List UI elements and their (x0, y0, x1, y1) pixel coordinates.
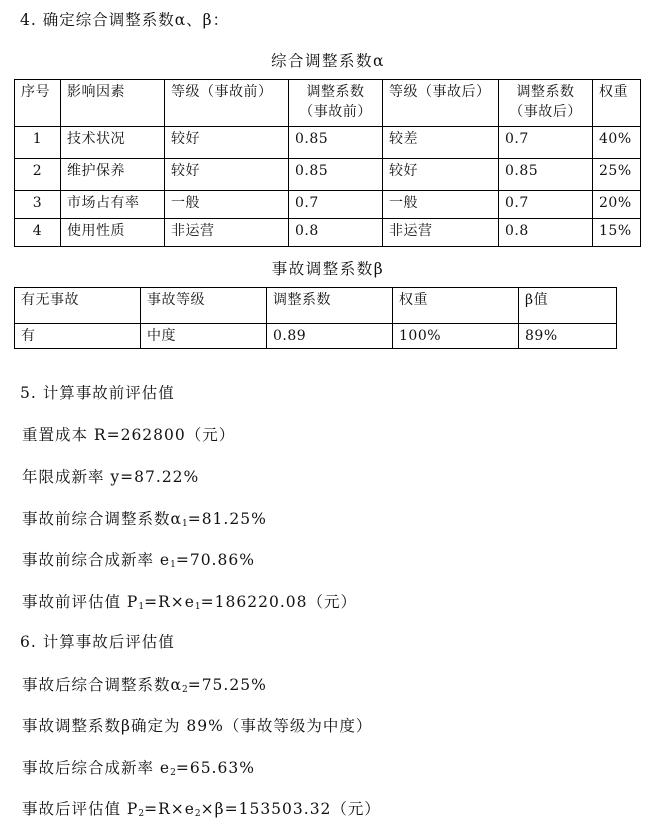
table-cell: 0.85 (289, 159, 383, 191)
table-cell: 有 (15, 324, 141, 349)
table-cell: 0.8 (289, 219, 383, 247)
alpha-table-body (15, 80, 641, 247)
table-cell: 0.7 (289, 191, 383, 219)
table-row (15, 127, 641, 159)
table-cell: 0.8 (499, 219, 593, 247)
table2-caption: 事故调整系数β (271, 260, 385, 278)
header-cell: 有无事故 (15, 288, 141, 324)
table-cell: 使用性质 (61, 219, 165, 247)
e2-text: 事故后综合成新率 e (22, 759, 171, 777)
alpha1-value: =81.25% (187, 510, 267, 528)
header-cell: 权重 (593, 80, 641, 127)
alpha1-text: 事故前综合调整系数α (22, 510, 182, 528)
section-4-heading: 4. 确定综合调整系数α、β： (20, 11, 230, 29)
table-row (15, 219, 641, 247)
table-cell: 25% (593, 159, 641, 191)
table-cell: 4 (15, 219, 61, 247)
table-cell: 中度 (141, 324, 267, 349)
p1-e-subscript: 1 (194, 602, 201, 612)
table-cell: 一般 (165, 191, 289, 219)
table-cell: 一般 (383, 191, 499, 219)
table-cell: 维护保养 (61, 159, 165, 191)
header-cell: β值 (519, 288, 617, 324)
table-row (15, 159, 641, 191)
table-cell: 89% (519, 324, 617, 349)
alpha-coefficient-table (14, 79, 641, 247)
table-cell: 较好 (165, 159, 289, 191)
e1-subscript: 1 (170, 560, 176, 570)
header-cell: 调整系数（事故后） (499, 80, 593, 127)
table-cell: 较好 (383, 159, 499, 191)
replacement-cost-line: 重置成本 R=262800（元） (22, 426, 236, 444)
beta-line: 事故调整系数β确定为 89%（事故等级为中度） (22, 717, 373, 735)
p1-value: =186220.08（元） (200, 593, 357, 611)
p1-line (22, 590, 357, 612)
table-cell: 市场占有率 (61, 191, 165, 219)
table1-caption: 综合调整系数α (271, 52, 385, 70)
p2-subscript: 2 (138, 809, 145, 819)
e2-subscript: 2 (170, 768, 176, 778)
p1-formula: =R×e (144, 593, 195, 611)
alpha2-line (22, 673, 267, 695)
table-cell: 0.85 (499, 159, 593, 191)
table-cell: 15% (593, 219, 641, 247)
header-cell: 调整系数（事故前） (289, 80, 383, 127)
table-header-row (15, 80, 641, 127)
section-6-heading: 6. 计算事故后评估值 (20, 633, 175, 651)
p2-value: ×β=153503.32（元） (200, 800, 381, 818)
alpha2-value: =75.25% (187, 676, 267, 694)
alpha2-subscript: 2 (181, 685, 188, 695)
header-cell: 序号 (15, 80, 61, 127)
header-cell: 权重 (393, 288, 519, 324)
table-row (15, 191, 641, 219)
header-cell: 事故等级 (141, 288, 267, 324)
e2-value: =65.63% (175, 759, 255, 777)
table-cell: 0.7 (499, 127, 593, 159)
p2-text: 事故后评估值 P (22, 800, 139, 818)
table-cell: 0.89 (267, 324, 393, 349)
table-cell: 1 (15, 127, 61, 159)
beta-table-body (15, 288, 617, 349)
table-cell: 40% (593, 127, 641, 159)
e1-text: 事故前综合成新率 e (22, 551, 171, 569)
table-cell: 20% (593, 191, 641, 219)
table-cell: 0.7 (499, 191, 593, 219)
header-cell: 等级（事故后） (383, 80, 499, 127)
beta-coefficient-table (14, 287, 617, 349)
alpha2-text: 事故后综合调整系数α (22, 676, 182, 694)
table-cell: 较好 (165, 127, 289, 159)
table-cell: 技术状况 (61, 127, 165, 159)
e2-line (22, 756, 255, 778)
table-cell: 0.85 (289, 127, 383, 159)
table-cell: 较差 (383, 127, 499, 159)
table-row (15, 324, 617, 349)
section-5-heading: 5. 计算事故前评估值 (20, 384, 175, 402)
header-cell: 影响因素 (61, 80, 165, 127)
header-cell: 调整系数 (267, 288, 393, 324)
table-cell: 3 (15, 191, 61, 219)
table-cell: 非运营 (383, 219, 499, 247)
p1-text: 事故前评估值 P (22, 593, 139, 611)
table-cell: 非运营 (165, 219, 289, 247)
e1-line (22, 548, 255, 570)
alpha1-subscript: 1 (181, 519, 188, 529)
table-header-row (15, 288, 617, 324)
table-cell: 100% (393, 324, 519, 349)
p1-subscript: 1 (138, 602, 145, 612)
alpha1-line (22, 507, 267, 529)
e1-value: =70.86% (175, 551, 255, 569)
p2-e-subscript: 2 (194, 809, 201, 819)
p2-line (22, 797, 381, 819)
table-cell: 2 (15, 159, 61, 191)
p2-formula: =R×e (144, 800, 195, 818)
age-rate-line: 年限成新率 y=87.22% (22, 468, 200, 486)
header-cell: 等级（事故前） (165, 80, 289, 127)
